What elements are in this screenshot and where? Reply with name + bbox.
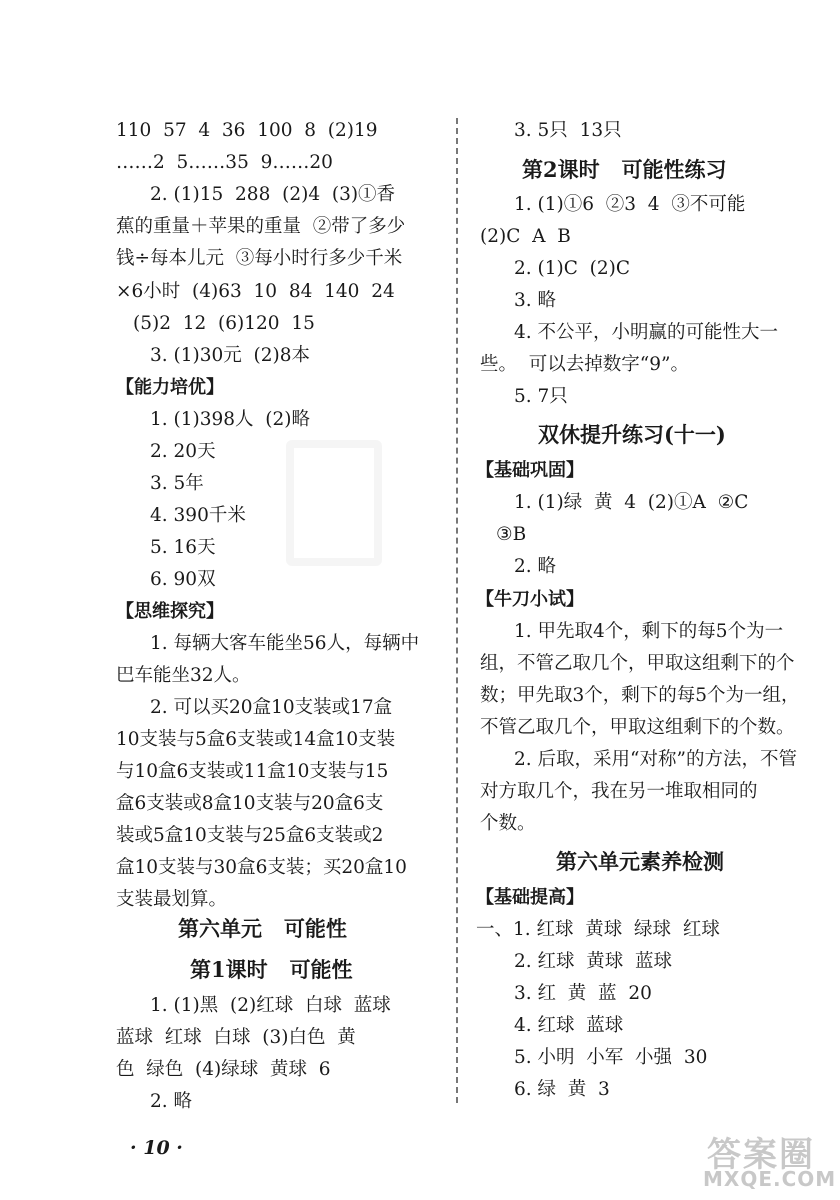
practice-title: 双休提升练习(十一) <box>538 422 726 447</box>
watermark-text: 答案圈 <box>707 1135 815 1175</box>
answer-line: 装或5盒10支装与25盒6支装或2 <box>116 825 384 846</box>
answer-line: 对方取几个，我在另一堆取相同的 <box>480 781 758 802</box>
answer-line: 5. 7只 <box>514 386 568 407</box>
watermark-url: MXQE.COM <box>703 1167 837 1191</box>
answer-line: 4. 390千米 <box>150 505 246 526</box>
answer-line: 2. 红球 黄球 蓝球 <box>514 951 673 972</box>
answer-line: 3. 5只 13只 <box>514 120 622 141</box>
answer-line: 6. 绿 黄 3 <box>514 1079 610 1100</box>
section-label: 【能力培优】 <box>116 377 224 398</box>
answer-line: 一、1. 红球 黄球 绿球 红球 <box>476 919 720 940</box>
answer-line: 5. 16天 <box>150 537 216 558</box>
watermark-logo <box>695 1125 837 1195</box>
answer-line: 不管乙取几个，甲取这组剩下的个数。 <box>480 717 795 738</box>
answer-line: 3. 5年 <box>150 473 204 494</box>
column-divider <box>456 118 458 1103</box>
background-logo-mark <box>286 440 382 566</box>
answer-line: (2)C A B <box>480 226 571 247</box>
answer-line: 些。 可以去掉数字“9”。 <box>480 354 689 375</box>
answer-line: 1. 甲先取4个，剩下的每5个为一 <box>514 621 784 642</box>
answer-line: 1. (1)黑 (2)红球 白球 蓝球 <box>150 995 391 1016</box>
unit-title: 第六单元 可能性 <box>178 916 347 941</box>
section-label: 【基础巩固】 <box>476 460 584 481</box>
answer-line: ……2 5……35 9……20 <box>116 152 333 173</box>
answer-line: 支装最划算。 <box>116 889 228 910</box>
answer-line: 5. 小明 小军 小强 30 <box>514 1047 708 1068</box>
answer-line: 1. 每辆大客车能坐56人，每辆中 <box>150 633 420 654</box>
answer-line: 2. 略 <box>514 556 557 577</box>
answer-line: 1. (1)绿 黄 4 (2)①A ②C <box>514 492 749 513</box>
page-number: · 10 · <box>130 1137 183 1159</box>
answer-line: 3. (1)30元 (2)8本 <box>150 345 311 366</box>
answer-line: 蕉的重量＋苹果的重量 ②带了多少 <box>116 216 406 237</box>
answer-line: 110 57 4 36 100 8 (2)19 <box>116 120 378 141</box>
answer-line: 钱÷每本儿元 ③每小时行多少千米 <box>116 248 403 269</box>
answer-line: 个数。 <box>480 813 536 834</box>
answer-line: 4. 不公平，小明赢的可能性大一 <box>514 322 779 343</box>
section-label: 【思维探究】 <box>116 601 224 622</box>
answer-line: 2. 20天 <box>150 441 216 462</box>
answer-line: 3. 略 <box>514 290 557 311</box>
answer-line: ×6小时 (4)63 10 84 140 24 <box>116 281 395 302</box>
answer-line: 2. 略 <box>150 1091 193 1112</box>
answer-line: 3. 红 黄 蓝 20 <box>514 983 652 1004</box>
lesson-title: 第1课时 可能性 <box>190 957 353 982</box>
answer-line: (5)2 12 (6)120 15 <box>133 313 315 334</box>
answer-line: 2. (1)C (2)C <box>514 258 631 279</box>
test-title: 第六单元素养检测 <box>556 849 724 874</box>
answer-line: 2. 后取，采用“对称”的方法，不管 <box>514 749 797 770</box>
answer-line: 巴车能坐32人。 <box>116 665 251 686</box>
answer-line: 盒10支装与30盒6支装；买20盒10 <box>116 857 407 878</box>
answer-line: 2. (1)15 288 (2)4 (3)①香 <box>150 184 396 205</box>
answer-line: 4. 红球 蓝球 <box>514 1015 624 1036</box>
answer-line: 组，不管乙取几个，甲取这组剩下的个 <box>480 653 795 674</box>
answer-line: 1. (1)①6 ②3 4 ③不可能 <box>514 194 746 215</box>
answer-line: 6. 90双 <box>150 569 216 590</box>
answer-line: 数；甲先取3个，剩下的每5个为一组， <box>480 685 800 706</box>
answer-line: 1. (1)398人 (2)略 <box>150 409 311 430</box>
answer-line: ③B <box>496 524 527 545</box>
answer-line: 2. 可以买20盒10支装或17盒 <box>150 697 393 718</box>
answer-line: 蓝球 红球 白球 (3)白色 黄 <box>116 1027 356 1048</box>
answer-line: 盒6支装或8盒10支装与20盒6支 <box>116 793 384 814</box>
answer-line: 色 绿色 (4)绿球 黄球 6 <box>116 1059 331 1080</box>
answer-line: 与10盒6支装或11盒10支装与15 <box>116 761 389 782</box>
section-label: 【基础提高】 <box>476 887 584 908</box>
lesson-title: 第2课时 可能性练习 <box>522 157 727 182</box>
section-label: 【牛刀小试】 <box>476 589 584 610</box>
answer-line: 10支装与5盒6支装或14盒10支装 <box>116 729 396 750</box>
